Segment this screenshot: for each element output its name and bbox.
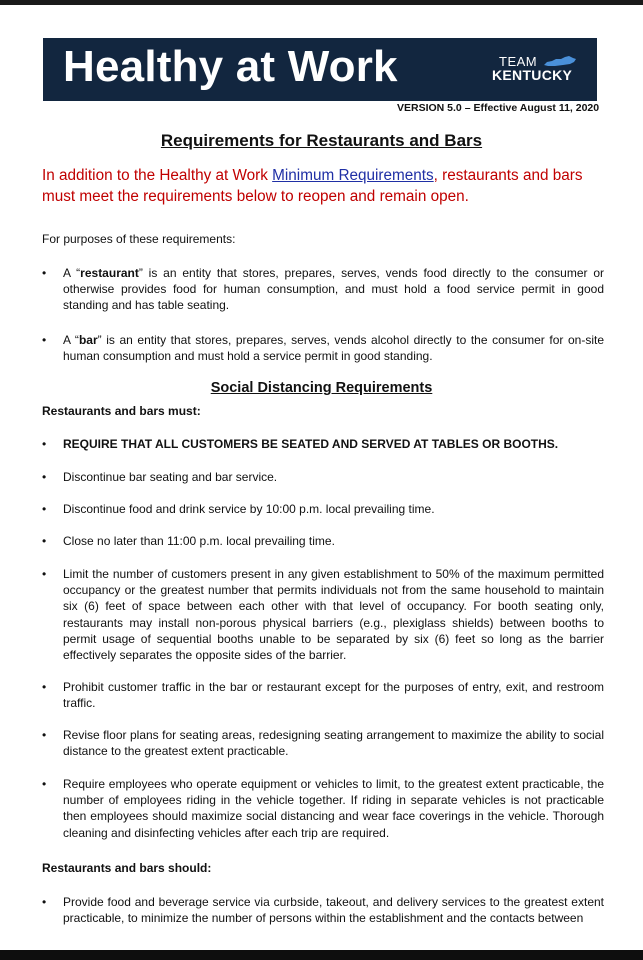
intro-text-after: , restaurants and bars must meet the requirements below to reopen and remain open.	[42, 167, 583, 205]
page-title: Requirements for Restaurants and Bars	[160, 131, 483, 150]
team-kentucky-logo	[491, 54, 581, 86]
bullet-icon: •	[42, 777, 47, 791]
version-line: VERSION 5.0 – Effective August 11, 2020	[397, 102, 600, 114]
definition-term: bar	[78, 333, 98, 347]
bullet-icon: •	[42, 266, 47, 280]
must-item	[42, 469, 604, 485]
must-label: Restaurants and bars must:	[42, 404, 201, 418]
definition-bar	[42, 332, 604, 364]
bullet-icon: •	[42, 333, 47, 347]
definition-body: ” is an entity that stores, prepares, serves, vends food directly to the consumer or otherwise provides food for human consumption, and must hold a food service permit in good standing and has table seating.	[63, 266, 605, 313]
minimum-requirements-link[interactable]: Minimum Requirements	[272, 167, 434, 184]
must-item-text: Revise floor plans for seating areas, redesigning seating arrangement to maximize the ability to social distance to the greatest extent practicable.	[63, 728, 604, 759]
definition-prefix: A “	[63, 333, 79, 347]
should-item-text: Provide food and beverage service via curbside, takeout, and delivery services to the greatest extent practicable, to minimize the number of persons within the establishment and the contacts between	[63, 895, 604, 926]
definition-prefix: A “	[63, 266, 81, 280]
intro-text-before: In addition to the Healthy at Work	[42, 167, 273, 184]
bullet-icon: •	[42, 502, 47, 516]
header-banner	[43, 38, 597, 101]
bullet-icon: •	[42, 470, 47, 484]
logo-team-text: TEAM	[499, 54, 538, 69]
must-item	[42, 501, 604, 517]
top-edge	[0, 0, 643, 5]
banner-title: Healthy at Work	[63, 42, 398, 91]
bullet-icon: •	[42, 680, 47, 694]
definition-restaurant	[42, 265, 604, 314]
must-item	[42, 533, 604, 549]
definition-text	[63, 265, 604, 314]
must-item-text: Prohibit customer traffic in the bar or restaurant except for the purposes of entry, exit, and restroom traffic.	[63, 680, 604, 711]
must-item	[42, 566, 604, 663]
must-item-text: Require employees who operate equipment or vehicles to limit, to the greatest extent practicable, the number of employees riding in the vehicle together. If riding in separate vehicles is not practicable then employees should maximize social distancing and wear face coverings in the vehicle. Thorough cleaning and disinfecting vehicles after each trip are required.	[63, 777, 604, 840]
definition-body: ” is an entity that stores, prepares, serves, vends alcohol directly to the consumer for on-site human consumption and must hold a service permit in good standing.	[63, 333, 605, 364]
should-label: Restaurants and bars should:	[42, 861, 212, 875]
must-item-text: Limit the number of customers present in any given establishment to 50% of the maximum permitted occupancy or the greatest number that permits individuals not from the same household to maintain six (6) feet of space between each other with that level of occupancy. For booth seating only, restaurants may install non-porous physical barriers (e.g., plexiglass shields) between booths to permit usage of sequential booths unable to be separated by six (6) feet so long as the barrier effectively separates the opposite sides of the barrier.	[63, 567, 604, 663]
intro-paragraph	[42, 165, 602, 207]
must-item	[42, 727, 604, 759]
bottom-edge	[0, 950, 643, 960]
bullet-icon: •	[42, 567, 47, 581]
definition-term: restaurant	[80, 266, 139, 280]
must-item	[42, 679, 604, 711]
must-item-text: Discontinue bar seating and bar service.	[63, 470, 278, 484]
section-title-social-distancing: Social Distancing Requirements	[210, 380, 433, 396]
must-item	[42, 776, 604, 841]
must-item-text: REQUIRE THAT ALL CUSTOMERS BE SEATED AND SERVED AT TABLES OR BOOTHS.	[63, 437, 559, 451]
must-item	[42, 436, 604, 452]
bullet-icon: •	[42, 534, 47, 548]
kentucky-state-icon	[543, 55, 577, 67]
bullet-icon: •	[42, 437, 47, 451]
must-item-text: Close no later than 11:00 p.m. local prevailing time.	[63, 534, 335, 548]
bullet-icon: •	[42, 895, 47, 909]
must-item-text: Discontinue food and drink service by 10:00 p.m. local prevailing time.	[63, 502, 435, 516]
bullet-icon: •	[42, 728, 47, 742]
should-item	[42, 894, 604, 926]
purposes-label: For purposes of these requirements:	[42, 232, 236, 246]
logo-kentucky-text: KENTUCKY	[492, 67, 573, 83]
definition-text	[63, 332, 604, 364]
